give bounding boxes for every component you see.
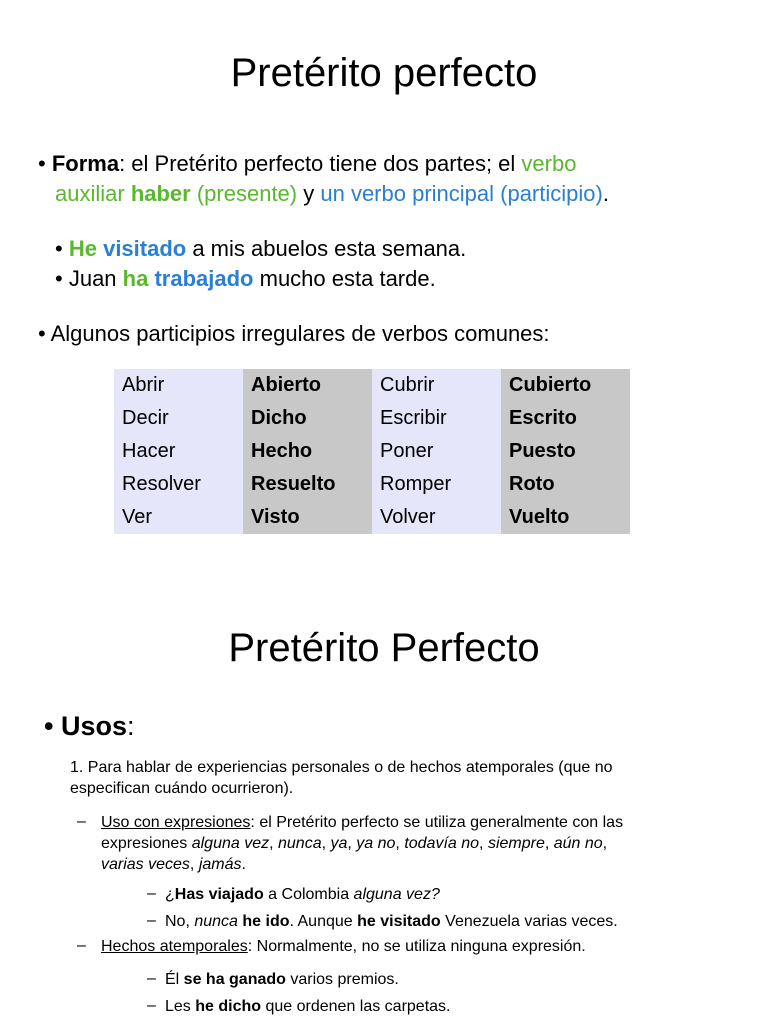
infinitive-cell: Volver [372,501,501,534]
forma-bullet-line2 [55,179,609,209]
bullet-dot: • [38,321,51,346]
verb-he-dicho: he dicho [195,998,262,1015]
slide2-title: Pretérito Perfecto [228,626,540,670]
text: expresiones [101,835,192,852]
forma-bullet [38,149,576,179]
forma-verbo: verbo [521,151,577,176]
dash-3: – [147,912,156,929]
expr-aun-no: aún no [553,835,603,852]
hechos-line [101,936,586,957]
irregulares-text: Algunos participios irregulares de verbos comunes: [50,321,550,346]
dash-2: – [147,885,156,902]
ex2-rest: mucho esta tarde. [253,266,436,291]
comma: , [189,856,199,873]
comma: , [479,835,488,852]
example-1 [55,234,466,264]
dash-6: – [147,997,156,1014]
text: Venezuela varias veces. [440,913,618,930]
verb-has-viajado: Has viajado [174,886,264,903]
participle-cell: Dicho [243,402,372,435]
infinitive-cell: Resolver [114,468,243,501]
expr-jamas: jamás [198,856,242,873]
bullet-dot: • [44,711,61,741]
dash-5: – [147,970,156,987]
example-c [165,969,399,990]
infinitive-cell: Decir [114,402,243,435]
infinitive-cell: Hacer [114,435,243,468]
forma-y: y [297,181,321,206]
ex1-he: He [68,236,97,261]
participle-cell: Escrito [501,402,630,435]
infinitive-cell: Ver [114,501,243,534]
usos-label: Usos [60,711,127,741]
forma-label: Forma [51,151,120,176]
ex1-rest: a mis abuelos esta semana. [186,236,467,261]
expr-ya: ya [330,835,348,852]
point1-line1: 1. Para hablar de experiencias personales o de hechos atemporales (que no [70,759,613,776]
expr-todavia-no: todavía no [404,835,480,852]
forma-period: . [602,181,609,206]
table-row [114,501,630,534]
bullet-dot: • [55,266,69,291]
expr-varias-veces: varias veces [101,856,190,873]
dash-4: – [77,937,86,954]
bullet-dot: • [55,236,69,261]
uso-exp-line1 [101,812,623,833]
hechos-text: : Normalmente, no se utiliza ninguna expresión. [247,938,586,955]
text: ¿ [165,886,175,903]
participle-cell: Puesto [501,435,630,468]
example-2 [55,264,436,294]
participle-cell: Visto [243,501,372,534]
example-a [165,884,440,905]
text: . Aunque [289,913,358,930]
comma: , [347,835,357,852]
table-row [114,468,630,501]
forma-presente: (presente) [190,181,298,206]
participle-cell: Roto [501,468,630,501]
expr-ya-no: ya no [356,835,396,852]
point1-line2: especifican cuándo ocurrieron). [70,780,294,797]
uso-exp-line2 [101,833,607,854]
uso-exp-text: : el Pretérito perfecto se utiliza generalmente con las [250,814,624,831]
uso-exp-line3 [101,854,246,875]
ex1-visitado: visitado [103,236,187,261]
infinitive-cell: Abrir [114,369,243,402]
comma: , [602,835,608,852]
verb-se-ha-ganado: se ha ganado [183,971,286,988]
participle-cell: Vuelto [501,501,630,534]
hechos-label: Hechos atemporales [101,938,248,955]
verb-he-ido: he ido [237,913,290,930]
infinitive-cell: Romper [372,468,501,501]
expr-alguna-vez: alguna vez? [353,886,440,903]
forma-auxiliar: auxiliar [55,181,131,206]
participle-cell: Abierto [243,369,372,402]
ex2-trabajado: trabajado [154,266,254,291]
forma-haber: haber [130,181,191,206]
text: Les [165,998,196,1015]
comma: , [269,835,278,852]
comma: , [544,835,554,852]
participle-cell: Resuelto [243,468,372,501]
comma: , [395,835,405,852]
slide1-title: Pretérito perfecto [230,51,538,95]
text: Él [165,971,184,988]
comma: , [321,835,331,852]
participle-cell: Cubierto [501,369,630,402]
forma-principal: un verbo principal (participio) [320,181,603,206]
participles-table [114,369,630,534]
infinitive-cell: Poner [372,435,501,468]
expr-nunca: nunca [194,913,238,930]
table-row [114,369,630,402]
forma-text: : el Pretérito perfecto tiene dos partes; el [119,151,522,176]
example-d [165,996,451,1017]
dash-1: – [77,813,86,830]
text: que ordenen las carpetas. [261,998,451,1015]
ex2-juan: Juan [68,266,123,291]
uso-exp-label: Uso con expresiones [101,814,251,831]
table-row [114,402,630,435]
bullet-dot: • [38,151,52,176]
ex2-ha: ha [122,266,149,291]
table-row [114,435,630,468]
expr-siempre: siempre [487,835,545,852]
expr-alguna-vez: alguna vez [191,835,270,852]
usos-heading [44,709,135,743]
period: . [241,856,246,873]
text: No, [165,913,195,930]
usos-colon: : [127,711,135,741]
text: varios premios. [285,971,399,988]
expr-nunca: nunca [278,835,322,852]
infinitive-cell: Cubrir [372,369,501,402]
infinitive-cell: Escribir [372,402,501,435]
verb-he-visitado: he visitado [357,913,441,930]
irregulares-bullet [38,319,550,349]
text: a Colombia [263,886,354,903]
participle-cell: Hecho [243,435,372,468]
example-b [165,911,618,932]
